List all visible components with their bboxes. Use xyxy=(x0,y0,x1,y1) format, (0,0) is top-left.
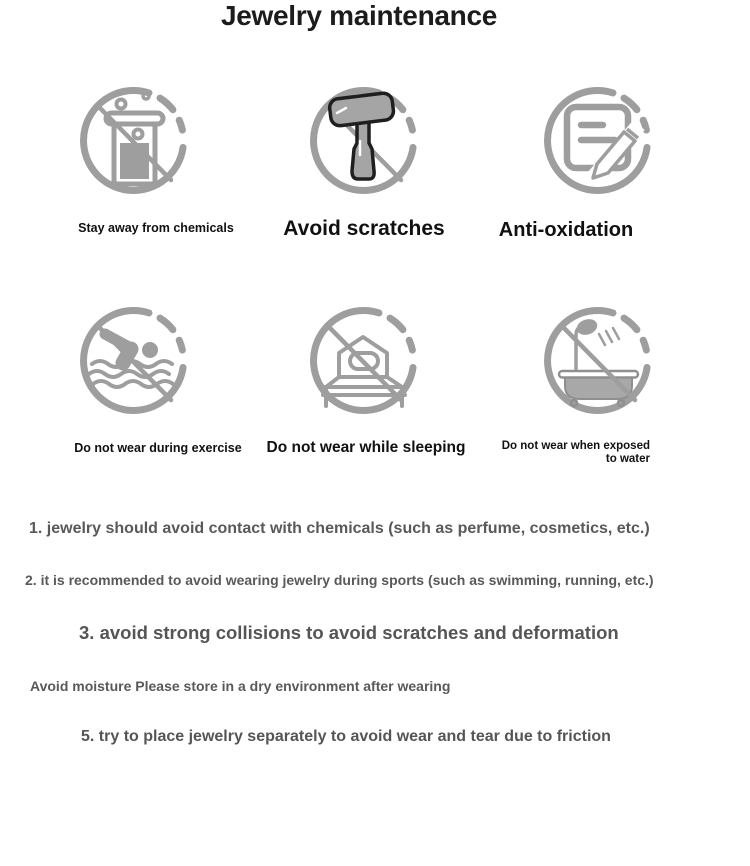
no-chemicals-icon xyxy=(76,83,191,198)
no-bed-icon xyxy=(306,303,421,418)
caption-avoid-scratches: Avoid scratches xyxy=(283,217,445,240)
caption-no-water: Do not wear when exposed to water xyxy=(501,440,650,465)
no-shower-icon xyxy=(540,303,655,418)
caption-no-exercise: Do not wear during exercise xyxy=(74,441,242,455)
no-hammer-icon xyxy=(306,83,421,198)
tip-4-moisture: Avoid moisture Please store in a dry environment after wearing xyxy=(30,678,451,694)
page-title: Jewelry maintenance xyxy=(221,0,497,31)
tip-2-sports: 2. it is recommended to avoid wearing jewelry during sports (such as swimming, running, etc.) xyxy=(25,572,654,588)
caption-stay-away-chemicals: Stay away from chemicals xyxy=(78,221,234,235)
tip-5-separate-storage: 5. try to place jewelry separately to avoid wear and tear due to friction xyxy=(81,728,611,745)
tip-3-collisions: 3. avoid strong collisions to avoid scratches and deformation xyxy=(79,622,619,643)
note-pencil-icon xyxy=(540,83,655,198)
tip-1-chemicals: 1. jewelry should avoid contact with chemicals (such as perfume, cosmetics, etc.) xyxy=(29,520,650,537)
caption-anti-oxidation: Anti-oxidation xyxy=(498,219,634,241)
caption-no-sleeping: Do not wear while sleeping xyxy=(266,439,466,456)
no-swimming-icon xyxy=(76,303,191,418)
